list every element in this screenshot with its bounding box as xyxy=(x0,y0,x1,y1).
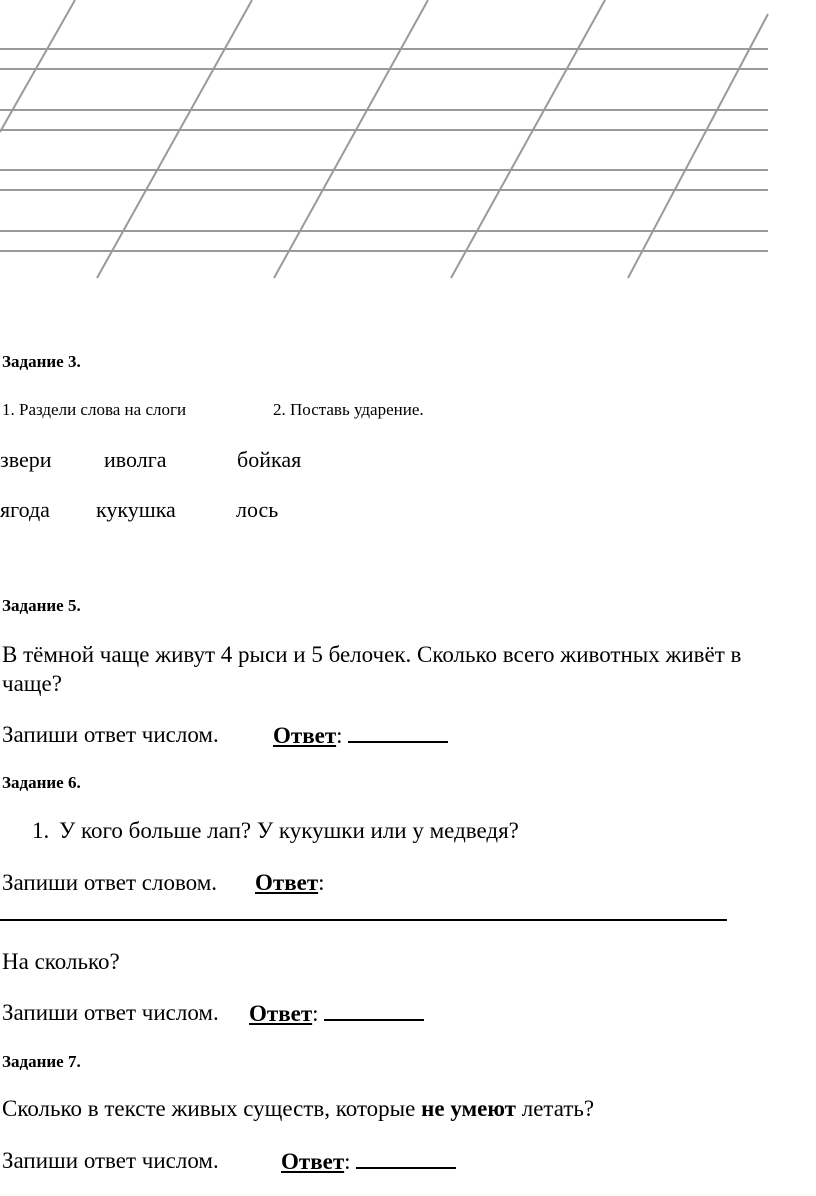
word: бойкая xyxy=(237,447,302,472)
task6-followup: На сколько? xyxy=(2,949,120,974)
answer-label: Ответ xyxy=(255,870,319,895)
task3-instruction-2: 2. Поставь ударение. xyxy=(273,400,424,419)
task3-header: Задание 3. xyxy=(2,352,81,371)
answer-colon: : xyxy=(318,870,325,895)
copybook-ruling xyxy=(0,0,816,290)
answer-colon: : xyxy=(312,1001,319,1026)
task3-instruction-1: 1. Раздели слова на слоги xyxy=(2,400,187,419)
word: ягода xyxy=(0,497,50,522)
answer-label: Ответ xyxy=(281,1149,345,1174)
answer-label: Ответ xyxy=(249,1001,313,1026)
slant-line xyxy=(274,0,428,278)
task6-item-number: 1. xyxy=(32,818,50,843)
slant-line xyxy=(97,0,252,278)
task5-answer-line xyxy=(273,723,448,747)
slant-line xyxy=(628,14,768,278)
answer-long-blank[interactable] xyxy=(0,919,727,921)
task7-answer-prompt: Запиши ответ числом. xyxy=(2,1148,219,1173)
task7-question-after: летать? xyxy=(521,1096,595,1121)
task7-question-bold: не умеют xyxy=(421,1096,516,1121)
word: звери xyxy=(0,447,52,472)
task7-question-before: Сколько в тексте живых существ, которые xyxy=(2,1096,416,1121)
task5-question-line2: чаще? xyxy=(2,671,62,696)
answer-blank[interactable] xyxy=(356,1149,456,1169)
slant-line xyxy=(451,0,605,278)
task5-question-line1: В тёмной чаще живут 4 рыси и 5 белочек. Сколько всего животных живёт в xyxy=(2,642,742,667)
slant-line xyxy=(0,0,75,132)
answer-colon: : xyxy=(344,1149,351,1174)
answer-label: Ответ xyxy=(273,723,337,748)
task6-answer-prompt-word: Запиши ответ словом. xyxy=(2,870,218,895)
task6-header: Задание 6. xyxy=(2,773,81,792)
task5-answer-prompt: Запиши ответ числом. xyxy=(2,722,219,747)
task7-header: Задание 7. xyxy=(2,1052,81,1071)
word: кукушка xyxy=(96,497,176,522)
word: иволга xyxy=(104,447,167,472)
answer-blank[interactable] xyxy=(324,1001,424,1021)
task6-answer-prompt-number: Запиши ответ числом. xyxy=(2,1000,219,1025)
task6-answer-label-line xyxy=(255,871,325,894)
task5-header: Задание 5. xyxy=(2,596,81,615)
task7-answer-line xyxy=(281,1149,456,1173)
answer-colon: : xyxy=(336,723,343,748)
task6-question: У кого больше лап? У кукушки или у медведя? xyxy=(59,818,519,843)
word: лось xyxy=(236,497,279,522)
task7-question xyxy=(2,1097,594,1120)
answer-blank[interactable] xyxy=(348,723,448,743)
task6-answer-line xyxy=(249,1001,424,1025)
